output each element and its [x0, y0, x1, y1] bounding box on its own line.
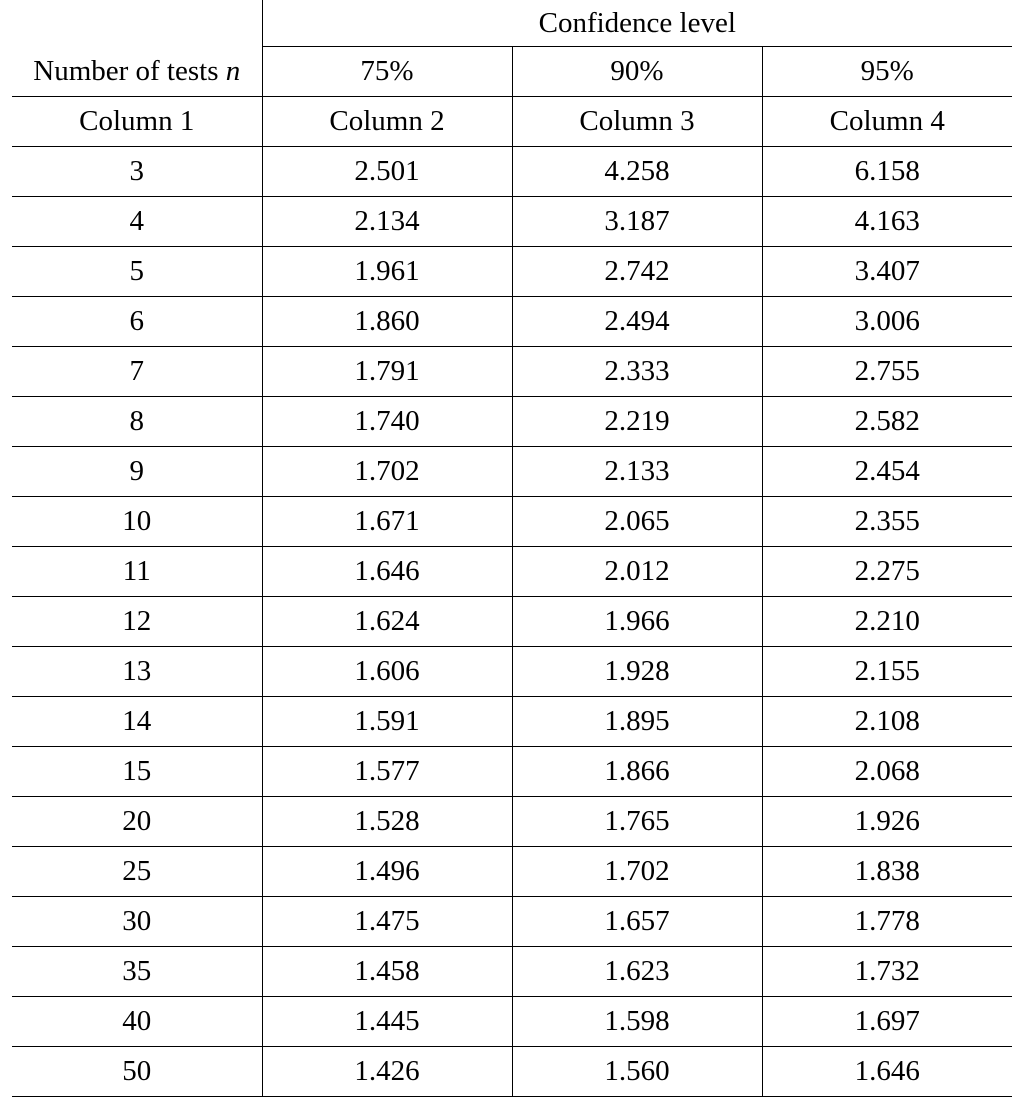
corner-cell — [12, 0, 262, 47]
value-75-cell: 1.740 — [262, 397, 512, 447]
value-95-cell: 1.732 — [762, 947, 1012, 997]
value-75-cell: 1.528 — [262, 797, 512, 847]
value-90-cell: 2.742 — [512, 247, 762, 297]
value-95-cell: 2.755 — [762, 347, 1012, 397]
group-header-row — [12, 0, 1012, 47]
n-value-cell: 15 — [12, 747, 262, 797]
row-header-variable: n — [225, 54, 241, 87]
table-row — [12, 347, 1012, 397]
n-value-cell: 12 — [12, 597, 262, 647]
value-95-cell: 2.068 — [762, 747, 1012, 797]
value-90-cell: 2.133 — [512, 447, 762, 497]
value-95-cell: 2.454 — [762, 447, 1012, 497]
table-row — [12, 697, 1012, 747]
value-90-cell: 2.494 — [512, 297, 762, 347]
value-90-cell: 2.333 — [512, 347, 762, 397]
value-95-cell: 1.697 — [762, 997, 1012, 1047]
n-value-cell: 4 — [12, 197, 262, 247]
value-95-cell: 2.582 — [762, 397, 1012, 447]
value-75-cell: 1.624 — [262, 597, 512, 647]
value-75-cell: 1.426 — [262, 1047, 512, 1097]
table-row — [12, 497, 1012, 547]
table-row — [12, 547, 1012, 597]
table-row — [12, 1047, 1012, 1097]
n-value-cell: 7 — [12, 347, 262, 397]
table-row — [12, 947, 1012, 997]
value-75-cell: 2.134 — [262, 197, 512, 247]
value-75-cell: 1.458 — [262, 947, 512, 997]
value-90-cell: 1.866 — [512, 747, 762, 797]
column-label-row — [12, 97, 1012, 147]
n-value-cell: 3 — [12, 147, 262, 197]
value-90-cell: 1.765 — [512, 797, 762, 847]
n-value-cell: 40 — [12, 997, 262, 1047]
confidence-level-header: Confidence level — [262, 0, 1012, 47]
table-row — [12, 897, 1012, 947]
n-value-cell: 50 — [12, 1047, 262, 1097]
n-value-cell: 5 — [12, 247, 262, 297]
table-row — [12, 997, 1012, 1047]
value-90-cell: 1.928 — [512, 647, 762, 697]
n-value-cell: 8 — [12, 397, 262, 447]
value-75-cell: 1.577 — [262, 747, 512, 797]
value-95-cell: 1.838 — [762, 847, 1012, 897]
level-95-header: 95% — [762, 47, 1012, 97]
value-95-cell: 4.163 — [762, 197, 1012, 247]
value-95-cell: 1.778 — [762, 897, 1012, 947]
value-95-cell: 3.006 — [762, 297, 1012, 347]
value-95-cell: 2.108 — [762, 697, 1012, 747]
n-value-cell: 25 — [12, 847, 262, 897]
value-75-cell: 1.646 — [262, 547, 512, 597]
value-90-cell: 4.258 — [512, 147, 762, 197]
value-75-cell: 1.475 — [262, 897, 512, 947]
value-90-cell: 1.702 — [512, 847, 762, 897]
value-90-cell: 1.895 — [512, 697, 762, 747]
value-75-cell: 1.445 — [262, 997, 512, 1047]
table-row — [12, 447, 1012, 497]
value-75-cell: 1.961 — [262, 247, 512, 297]
n-value-cell: 6 — [12, 297, 262, 347]
n-value-cell: 11 — [12, 547, 262, 597]
value-95-cell: 2.155 — [762, 647, 1012, 697]
value-75-cell: 1.702 — [262, 447, 512, 497]
table-row — [12, 197, 1012, 247]
value-75-cell: 1.496 — [262, 847, 512, 897]
table-row — [12, 847, 1012, 897]
value-90-cell: 2.219 — [512, 397, 762, 447]
table-row — [12, 397, 1012, 447]
level-75-header: 75% — [262, 47, 512, 97]
value-90-cell: 1.966 — [512, 597, 762, 647]
value-75-cell: 1.606 — [262, 647, 512, 697]
column-1-label: Column 1 — [12, 97, 262, 147]
value-90-cell: 1.623 — [512, 947, 762, 997]
value-90-cell: 1.560 — [512, 1047, 762, 1097]
column-2-label: Column 2 — [262, 97, 512, 147]
table-row — [12, 147, 1012, 197]
value-95-cell: 6.158 — [762, 147, 1012, 197]
column-4-label: Column 4 — [762, 97, 1012, 147]
value-75-cell: 1.860 — [262, 297, 512, 347]
value-90-cell: 1.598 — [512, 997, 762, 1047]
t-distribution-table — [12, 0, 1012, 1097]
value-75-cell: 1.591 — [262, 697, 512, 747]
table-row — [12, 797, 1012, 847]
table-row — [12, 597, 1012, 647]
n-value-cell: 9 — [12, 447, 262, 497]
value-90-cell: 1.657 — [512, 897, 762, 947]
n-value-cell: 13 — [12, 647, 262, 697]
value-90-cell: 2.065 — [512, 497, 762, 547]
level-90-header: 90% — [512, 47, 762, 97]
table-row — [12, 747, 1012, 797]
column-3-label: Column 3 — [512, 97, 762, 147]
value-95-cell: 2.275 — [762, 547, 1012, 597]
table-row — [12, 247, 1012, 297]
value-75-cell: 2.501 — [262, 147, 512, 197]
value-90-cell: 3.187 — [512, 197, 762, 247]
value-95-cell: 1.646 — [762, 1047, 1012, 1097]
table-row — [12, 297, 1012, 347]
row-header-text: Number of tests — [33, 54, 219, 87]
table-body — [12, 147, 1012, 1097]
n-value-cell: 10 — [12, 497, 262, 547]
value-95-cell: 1.926 — [762, 797, 1012, 847]
value-95-cell: 2.355 — [762, 497, 1012, 547]
n-value-cell: 35 — [12, 947, 262, 997]
value-75-cell: 1.671 — [262, 497, 512, 547]
level-header-row — [12, 47, 1012, 97]
n-value-cell: 20 — [12, 797, 262, 847]
n-value-cell: 30 — [12, 897, 262, 947]
table-row — [12, 647, 1012, 697]
row-header-label — [12, 47, 262, 97]
value-75-cell: 1.791 — [262, 347, 512, 397]
value-95-cell: 3.407 — [762, 247, 1012, 297]
n-value-cell: 14 — [12, 697, 262, 747]
value-90-cell: 2.012 — [512, 547, 762, 597]
value-95-cell: 2.210 — [762, 597, 1012, 647]
